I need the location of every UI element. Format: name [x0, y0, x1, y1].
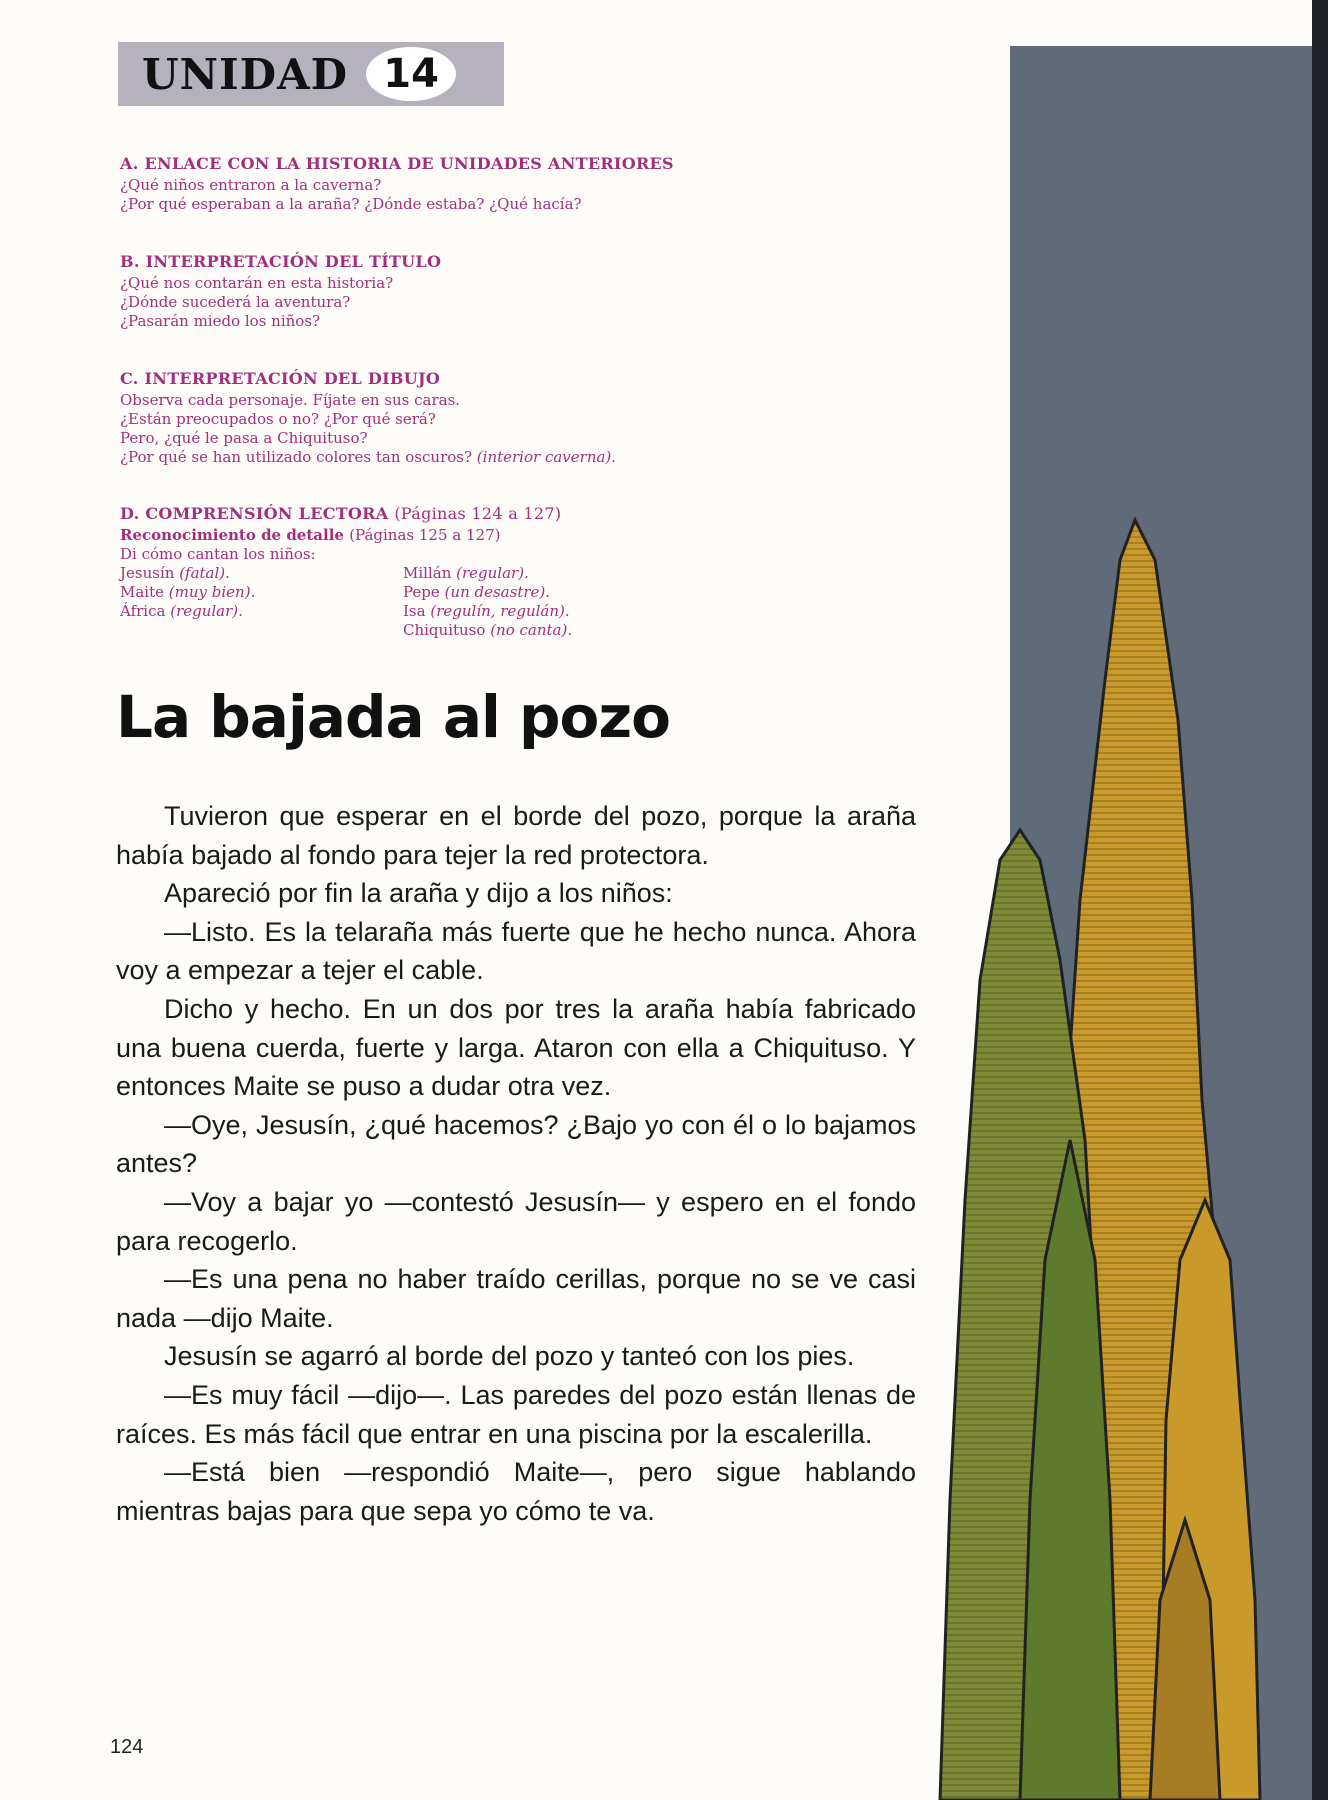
child-name: Maite	[120, 583, 165, 601]
child-name: Jesusín	[120, 564, 175, 582]
story-title: La bajada al pozo	[116, 683, 670, 751]
guide-section-a	[120, 154, 740, 214]
story-paragraph: —Voy a bajar yo —contestó Jesusín— y espero en el fondo para recogerlo.	[116, 1186, 916, 1256]
guide-c-line: Observa cada personaje. Fíjate en sus caras.	[120, 391, 461, 409]
guide-c-note: (interior caverna).	[476, 448, 617, 466]
guide-c-question: ¿Por qué se han utilizado colores tan oscuros?	[120, 448, 473, 466]
guide-d-subheading: Reconocimiento de detalle	[120, 526, 344, 544]
guide-section-d	[120, 504, 740, 640]
guide-c-line: ¿Están preocupados o no? ¿Por qué será?	[120, 410, 436, 428]
page-number: 124	[110, 1736, 144, 1758]
guide-d-columns	[120, 564, 740, 640]
child-rating: (no canta).	[490, 621, 573, 639]
guide-d-sub-pages: (Páginas 125 a 127)	[349, 526, 501, 544]
guide-a-line: ¿Por qué esperaban a la araña? ¿Dónde estaba? ¿Qué hacía?	[120, 195, 582, 213]
guide-a-line: ¿Qué niños entraron a la caverna?	[120, 176, 382, 194]
story-paragraph: Tuvieron que esperar en el borde del pozo, porque la araña había bajado al fondo para tejer la red protectora.	[116, 801, 916, 870]
story-paragraph: —Es muy fácil —dijo—. Las paredes del pozo están llenas de raíces. Es más fácil que entrar en una piscina por la escalerilla.	[116, 1379, 916, 1449]
unit-label: UNIDAD	[142, 49, 349, 99]
guide-section-c	[120, 369, 740, 467]
cave-illustration	[920, 0, 1328, 1800]
child-name: Millán	[403, 564, 452, 582]
guide-d-item	[120, 583, 403, 602]
story-paragraph: —Es una pena no haber traído cerillas, porque no se ve casi nada —dijo Maite.	[116, 1264, 916, 1333]
child-name: Isa	[403, 602, 426, 620]
story-paragraph: —Listo. Es la telaraña más fuerte que he hecho nunca. Ahora voy a empezar a tejer el cable.	[116, 916, 916, 986]
guide-b-line: ¿Dónde sucederá la aventura?	[120, 293, 351, 311]
guide-b-line: ¿Pasarán miedo los niños?	[120, 312, 321, 330]
guide-d-intro: Di cómo cantan los niños:	[120, 545, 316, 563]
guide-a-heading: A. ENLACE CON LA HISTORIA DE UNIDADES ANTERIORES	[120, 154, 674, 173]
child-rating: (regular).	[170, 602, 243, 620]
guide-d-heading: D. COMPRENSIÓN LECTORA	[120, 504, 389, 523]
guide-d-right-column	[403, 564, 572, 640]
child-rating: (regulín, regulán).	[430, 602, 570, 620]
story-paragraph: Jesusín se agarró al borde del pozo y tanteó con los pies.	[164, 1341, 855, 1372]
child-name: Chiquituso	[403, 621, 486, 639]
child-rating: (regular).	[456, 564, 529, 582]
unit-badge	[118, 42, 504, 106]
guide-b-heading: B. INTERPRETACIÓN DEL TÍTULO	[120, 252, 442, 271]
guide-b-line: ¿Qué nos contarán en esta historia?	[120, 274, 394, 292]
guide-d-item	[403, 621, 572, 640]
story-paragraph: Apareció por fin la araña y dijo a los niños:	[164, 878, 673, 909]
story-paragraph: —Oye, Jesusín, ¿qué hacemos? ¿Bajo yo con él o lo bajamos antes?	[116, 1109, 916, 1179]
story-paragraph: —Está bien —respondió Maite—, pero sigue hablando mientras bajas para que sepa yo cómo te va.	[116, 1457, 916, 1526]
child-rating: (fatal).	[179, 564, 230, 582]
guide-c-line	[120, 448, 740, 467]
child-name: África	[120, 602, 166, 620]
story-paragraph: Dicho y hecho. En un dos por tres la araña había fabricado una buena cuerda, fuerte y larga. Ataron con ella a Chiquituso. Y entonces Maite se puso a dudar otra vez.	[116, 993, 916, 1102]
guide-d-sub-row	[120, 526, 740, 545]
unit-number: 14	[366, 47, 456, 101]
guide-d-left-column	[120, 564, 403, 640]
child-rating: (un desastre).	[444, 583, 551, 601]
guide-d-item	[403, 602, 572, 621]
guide-d-pages: (Páginas 124 a 127)	[394, 504, 562, 523]
child-rating: (muy bien).	[168, 583, 256, 601]
guide-d-item	[120, 602, 403, 621]
guide-d-item	[403, 564, 572, 583]
guide-d-heading-row	[120, 504, 740, 523]
guide-d-item	[403, 583, 572, 602]
guide-c-line: Pero, ¿qué le pasa a Chiquituso?	[120, 429, 368, 447]
guide-c-heading: C. INTERPRETACIÓN DEL DIBUJO	[120, 369, 441, 388]
page-edge	[1312, 0, 1328, 1800]
guide-section-b	[120, 252, 740, 331]
guide-d-item	[120, 564, 403, 583]
child-name: Pepe	[403, 583, 440, 601]
story-body	[116, 797, 916, 1530]
